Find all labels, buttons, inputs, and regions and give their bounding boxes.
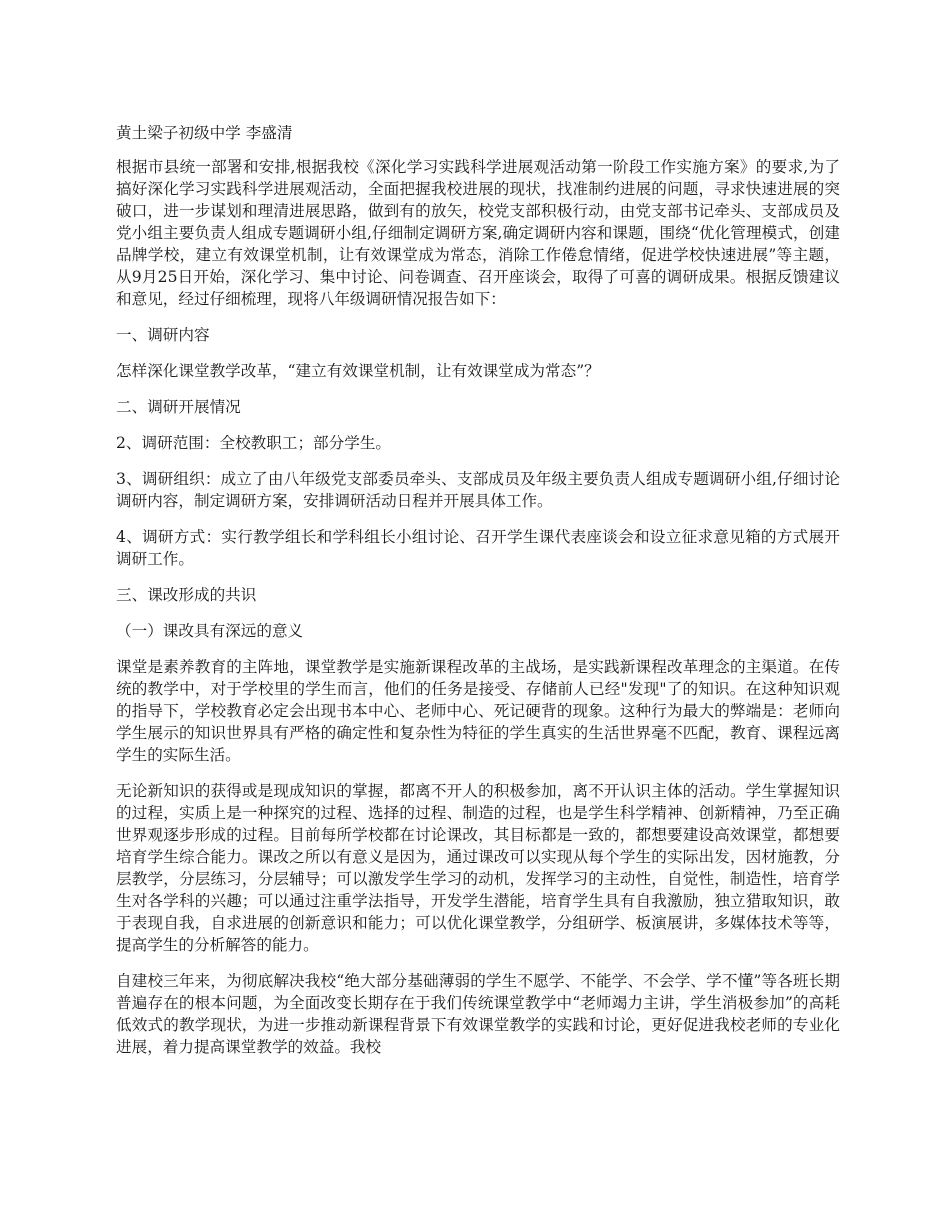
list-item-scope: 2、调研范围：全校教职工；部分学生。 bbox=[116, 434, 392, 452]
paragraph-research-question: 怎样深化课堂教学改革，“建立有效课堂机制，让有效课堂成为常态”？ bbox=[116, 362, 600, 380]
subsection-heading-1: （一）课改具有深远的意义 bbox=[116, 622, 304, 640]
paragraph-school-history: 自建校三年来，为彻底解决我校“绝大部分基础薄弱的学生不愿学、不能学、不会学、学不懂”等各班长期普遍存在的根本问题，为全面改变长期存在于我们传统课堂教学中“老师竭力主讲，学生消极参加”的高耗低效式的教学现状，为进一步推动新课程背景下有效课堂教学的实践和讨论，更好促进我校老师的专业化进展，着力提高课堂教学的效益。我校 bbox=[116, 972, 840, 1056]
list-item-method: 4、调研方式：实行教学组长和学科组长小组讨论、召开学生课代表座谈会和设立征求意见箱的方式展开调研工作。 bbox=[116, 528, 840, 568]
paragraph-knowledge: 无论新知识的获得或是现成知识的掌握，都离不开人的积极参加，离不开认识主体的活动。学生掌握知识的过程，实质上是一种探究的过程、选择的过程、制造的过程，也是学生科学精神、创新精神，乃至正确世界观逐步形成的过程。目前每所学校都在讨论课改，其目标都是一致的，都想要建设高效课堂，都想要培育学生综合能力。课改之所以有意义是因为，通过课改可以实现从每个学生的实际出发，因材施教，分层教学，分层练习，分层辅导；可以激发学生学习的动机，发挥学习的主动性，自觉性，制造性，培育学生对各学科的兴趣；可以通过注重学法指导，开发学生潜能，培育学生具有自我激励，独立猎取知识，敢于表现自我，自求进展的创新意识和能力；可以优化课堂教学，分组研学、板演展讲，多媒体技术等等，提高学生的分析解答的能力。 bbox=[116, 782, 840, 954]
section-heading-1: 一、调研内容 bbox=[116, 326, 210, 344]
paragraph-intro: 根据市县统一部署和安排,根据我校《深化学习实践科学进展观活动第一阶段工作实施方案》的要求,为了搞好深化学习实践科学进展观活动，全面把握我校进展的现状，找准制约进展的问题，寻求快速进展的突破口，进一步谋划和理清进展思路，做到有的放矢，校党支部积极行动，由党支部书记牵头、支部成员及党小组主要负责人组成专题调研小组,仔细制定调研方案,确定调研内容和课题，围绕“优化管理模式，创建品牌学校，建立有效课堂机制，让有效课堂成为常态，消除工作倦怠情绪，促进学校快速进展”等主题，从9月25日开始，深化学习、集中讨论、问卷调查、召开座谈会，取得了可喜的调研成果。根据反馈建议和意见，经过仔细梳理，现将八年级调研情况报告如下： bbox=[116, 158, 840, 308]
document-page bbox=[116, 122, 840, 1072]
list-item-organization: 3、调研组织：成立了由八年级党支部委员牵头、支部成员及年级主要负责人组成专题调研小组,仔细讨论调研内容，制定调研方案，安排调研活动日程并开展具体工作。 bbox=[116, 470, 840, 510]
paragraph-classroom: 课堂是素养教育的主阵地，课堂教学是实施新课程改革的主战场，是实践新课程改革理念的主渠道。在传统的教学中，对于学校里的学生而言，他们的任务是接受、存储前人已经"发现"了的知识。在这种知识观的指导下，学校教育必定会出现书本中心、老师中心、死记硬背的现象。这种行为最大的弊端是：老师向学生展示的知识世界具有严格的确定性和复杂性为特征的学生真实的生活世界毫不匹配，教育、课程远离学生的实际生活。 bbox=[116, 658, 840, 764]
section-heading-2: 二、调研开展情况 bbox=[116, 398, 241, 416]
author-line: 黄土梁子初级中学 李盛清 bbox=[116, 124, 293, 142]
section-heading-3: 三、课改形成的共识 bbox=[116, 586, 257, 604]
